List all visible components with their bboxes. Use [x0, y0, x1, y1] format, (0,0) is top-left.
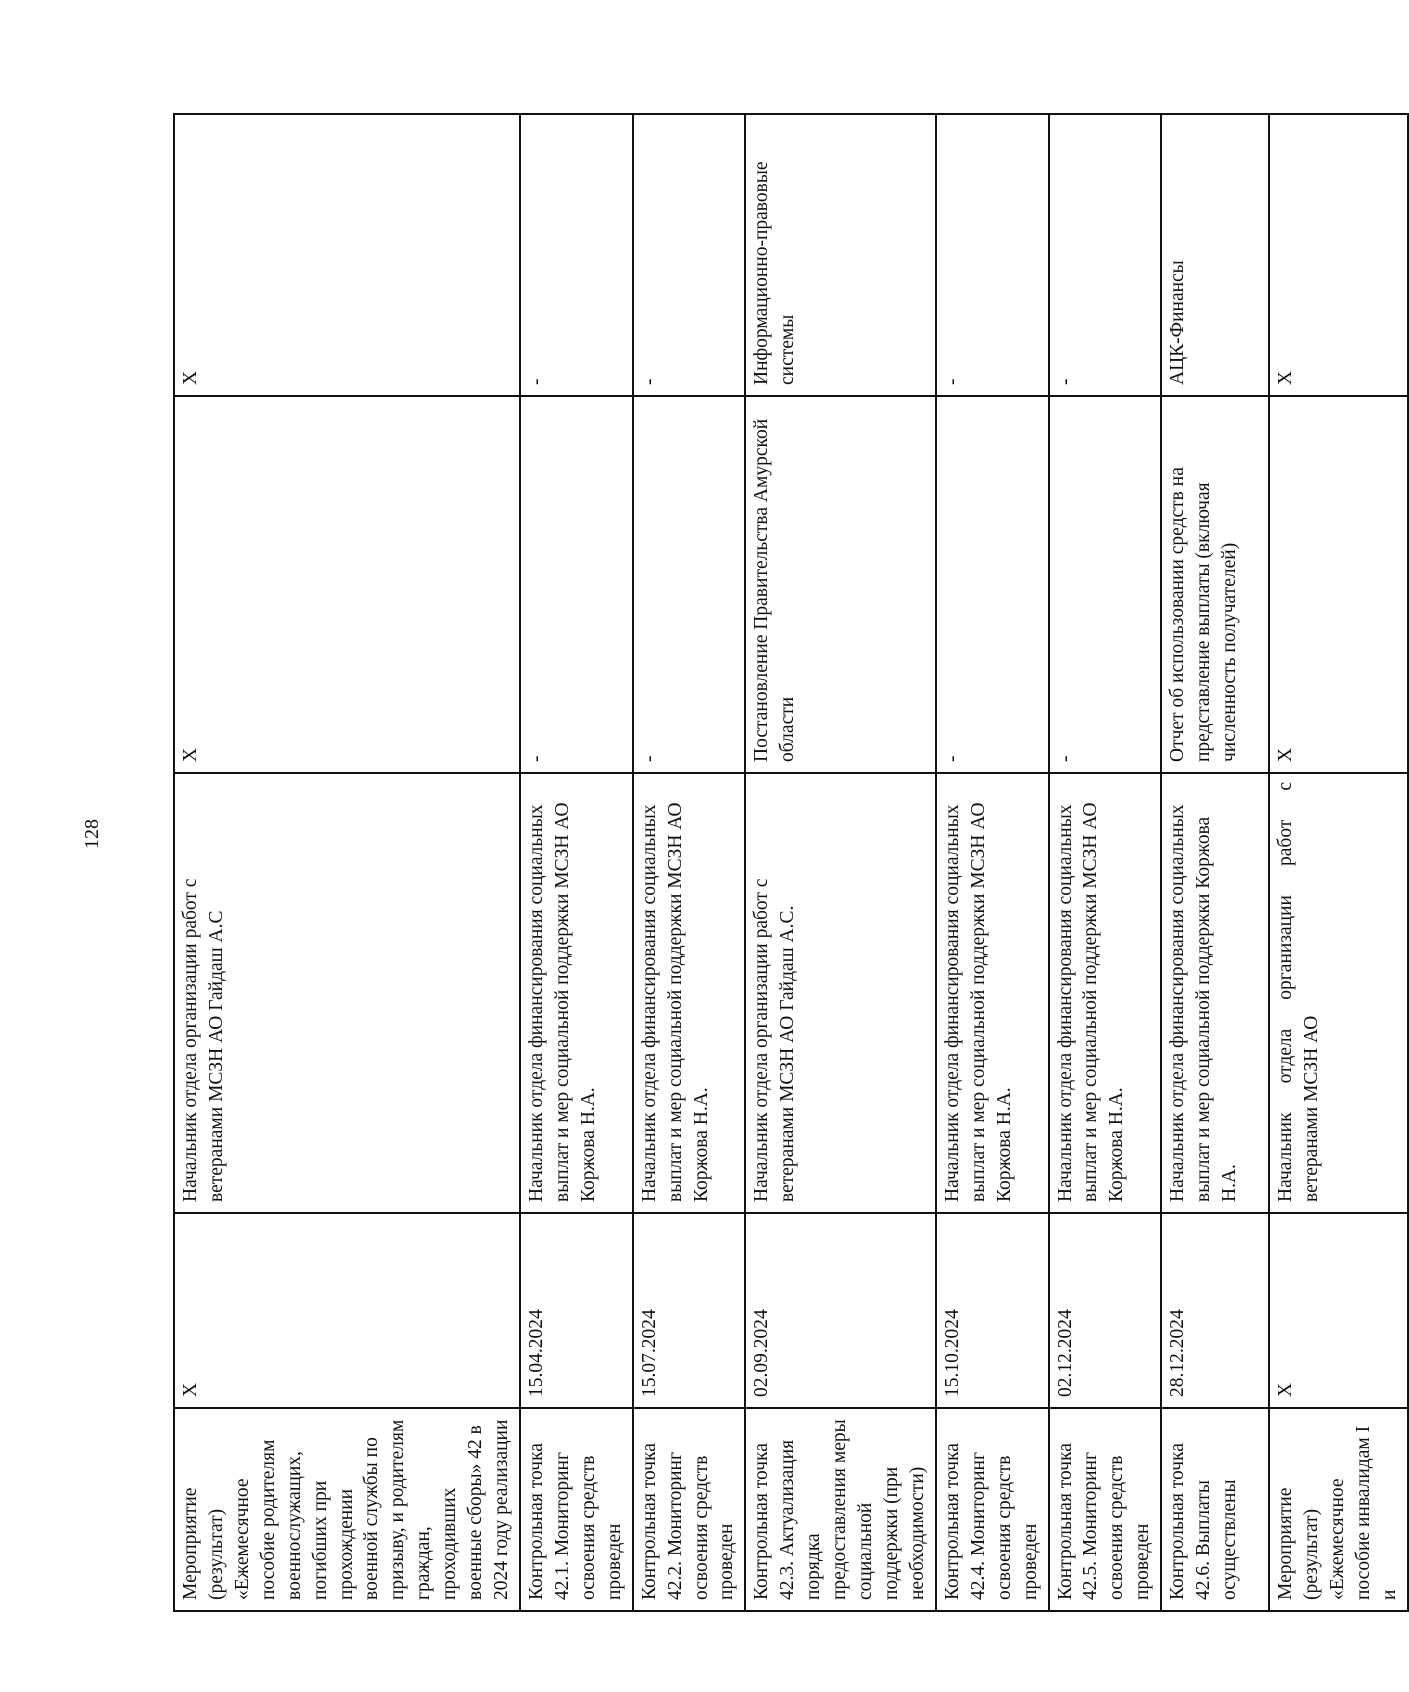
date-cell: 28.12.2024 — [1161, 1213, 1269, 1408]
date-cell: 15.10.2024 — [936, 1213, 1049, 1408]
table-row — [1161, 114, 1269, 1611]
table-row — [633, 114, 746, 1611]
document-cell: - — [1049, 396, 1162, 773]
result-cell: Контрольная точка 42.6. Выплаты осуществлены — [1161, 1408, 1269, 1611]
result-cell: Мероприятие (результат) «Ежемесячное пособие родителям военнослужащих, погибших при прохождении военной службы по призыву, и родителям граждан, проходивших военные сборы» 42 в 2024 году реализации — [174, 1408, 520, 1611]
system-cell: - — [936, 114, 1049, 396]
rotated-content — [173, 115, 1400, 1612]
system-cell: - — [1049, 114, 1162, 396]
responsible-cell: Начальник отдела финансирования социальных выплат и мер социальной поддержки МСЗН АО Коржова Н.А. — [1049, 773, 1162, 1213]
system-cell: - — [633, 114, 746, 396]
result-cell: Контрольная точка 42.3. Актуализация порядка предоставления меры социальной поддержки (при необходимости) — [745, 1408, 935, 1611]
responsible-cell: Начальник отдела организации работ с ветеранами МСЗН АО — [1269, 773, 1408, 1213]
document-cell: Постановление Правительства Амурской области — [745, 396, 935, 773]
document-cell: X — [174, 396, 520, 773]
result-cell: Контрольная точка 42.5. Мониторинг освоения средств проведен — [1049, 1408, 1162, 1611]
date-cell: X — [1269, 1213, 1408, 1408]
system-cell: - — [520, 114, 633, 396]
system-cell: АЦК-Финансы — [1161, 114, 1269, 396]
document-cell: - — [936, 396, 1049, 773]
schedule-table — [173, 113, 1409, 1612]
table-row — [174, 114, 520, 1611]
page-number: 128 — [81, 819, 103, 849]
date-cell: X — [174, 1213, 520, 1408]
result-cell: Мероприятие (результат) «Ежемесячное пособие инвалидам I и — [1269, 1408, 1408, 1611]
table-row — [936, 114, 1049, 1611]
date-cell: 02.09.2024 — [745, 1213, 935, 1408]
system-cell: X — [1269, 114, 1408, 396]
document-cell: Отчет об использовании средств на представление выплаты (включая численность получателей) — [1161, 396, 1269, 773]
responsible-cell: Начальник отдела организации работ с ветеранами МСЗН АО Гайдаш А.С — [174, 773, 520, 1213]
table-row — [1049, 114, 1162, 1611]
result-cell: Контрольная точка 42.1. Мониторинг освоения средств проведен — [520, 1408, 633, 1611]
responsible-cell: Начальник отдела финансирования социальных выплат и мер социальной поддержки МСЗН АО Коржова Н.А. — [633, 773, 746, 1213]
document-cell: - — [520, 396, 633, 773]
result-cell: Контрольная точка 42.4. Мониторинг освоения средств проведен — [936, 1408, 1049, 1611]
rotated-table-frame — [173, 115, 1400, 1612]
date-cell: 02.12.2024 — [1049, 1213, 1162, 1408]
document-cell: X — [1269, 396, 1408, 773]
date-cell: 15.04.2024 — [520, 1213, 633, 1408]
responsible-cell: Начальник отдела организации работ с ветеранами МСЗН АО Гайдаш А.С. — [745, 773, 935, 1213]
system-cell: X — [174, 114, 520, 396]
responsible-cell: Начальник отдела финансирования социальных выплат и мер социальной поддержки МСЗН АО Коржова Н.А. — [936, 773, 1049, 1213]
responsible-cell: Начальник отдела финансирования социальных выплат и мер социальной поддержки Коржова Н.А. — [1161, 773, 1269, 1213]
table-row — [1269, 114, 1408, 1611]
table-row — [745, 114, 935, 1611]
system-cell: Информационно-правовые системы — [745, 114, 935, 396]
table-row — [520, 114, 633, 1611]
date-cell: 15.07.2024 — [633, 1213, 746, 1408]
result-cell: Контрольная точка 42.2. Мониторинг освоения средств проведен — [633, 1408, 746, 1611]
responsible-cell: Начальник отдела финансирования социальных выплат и мер социальной поддержки МСЗН АО Коржова Н.А. — [520, 773, 633, 1213]
document-cell: - — [633, 396, 746, 773]
